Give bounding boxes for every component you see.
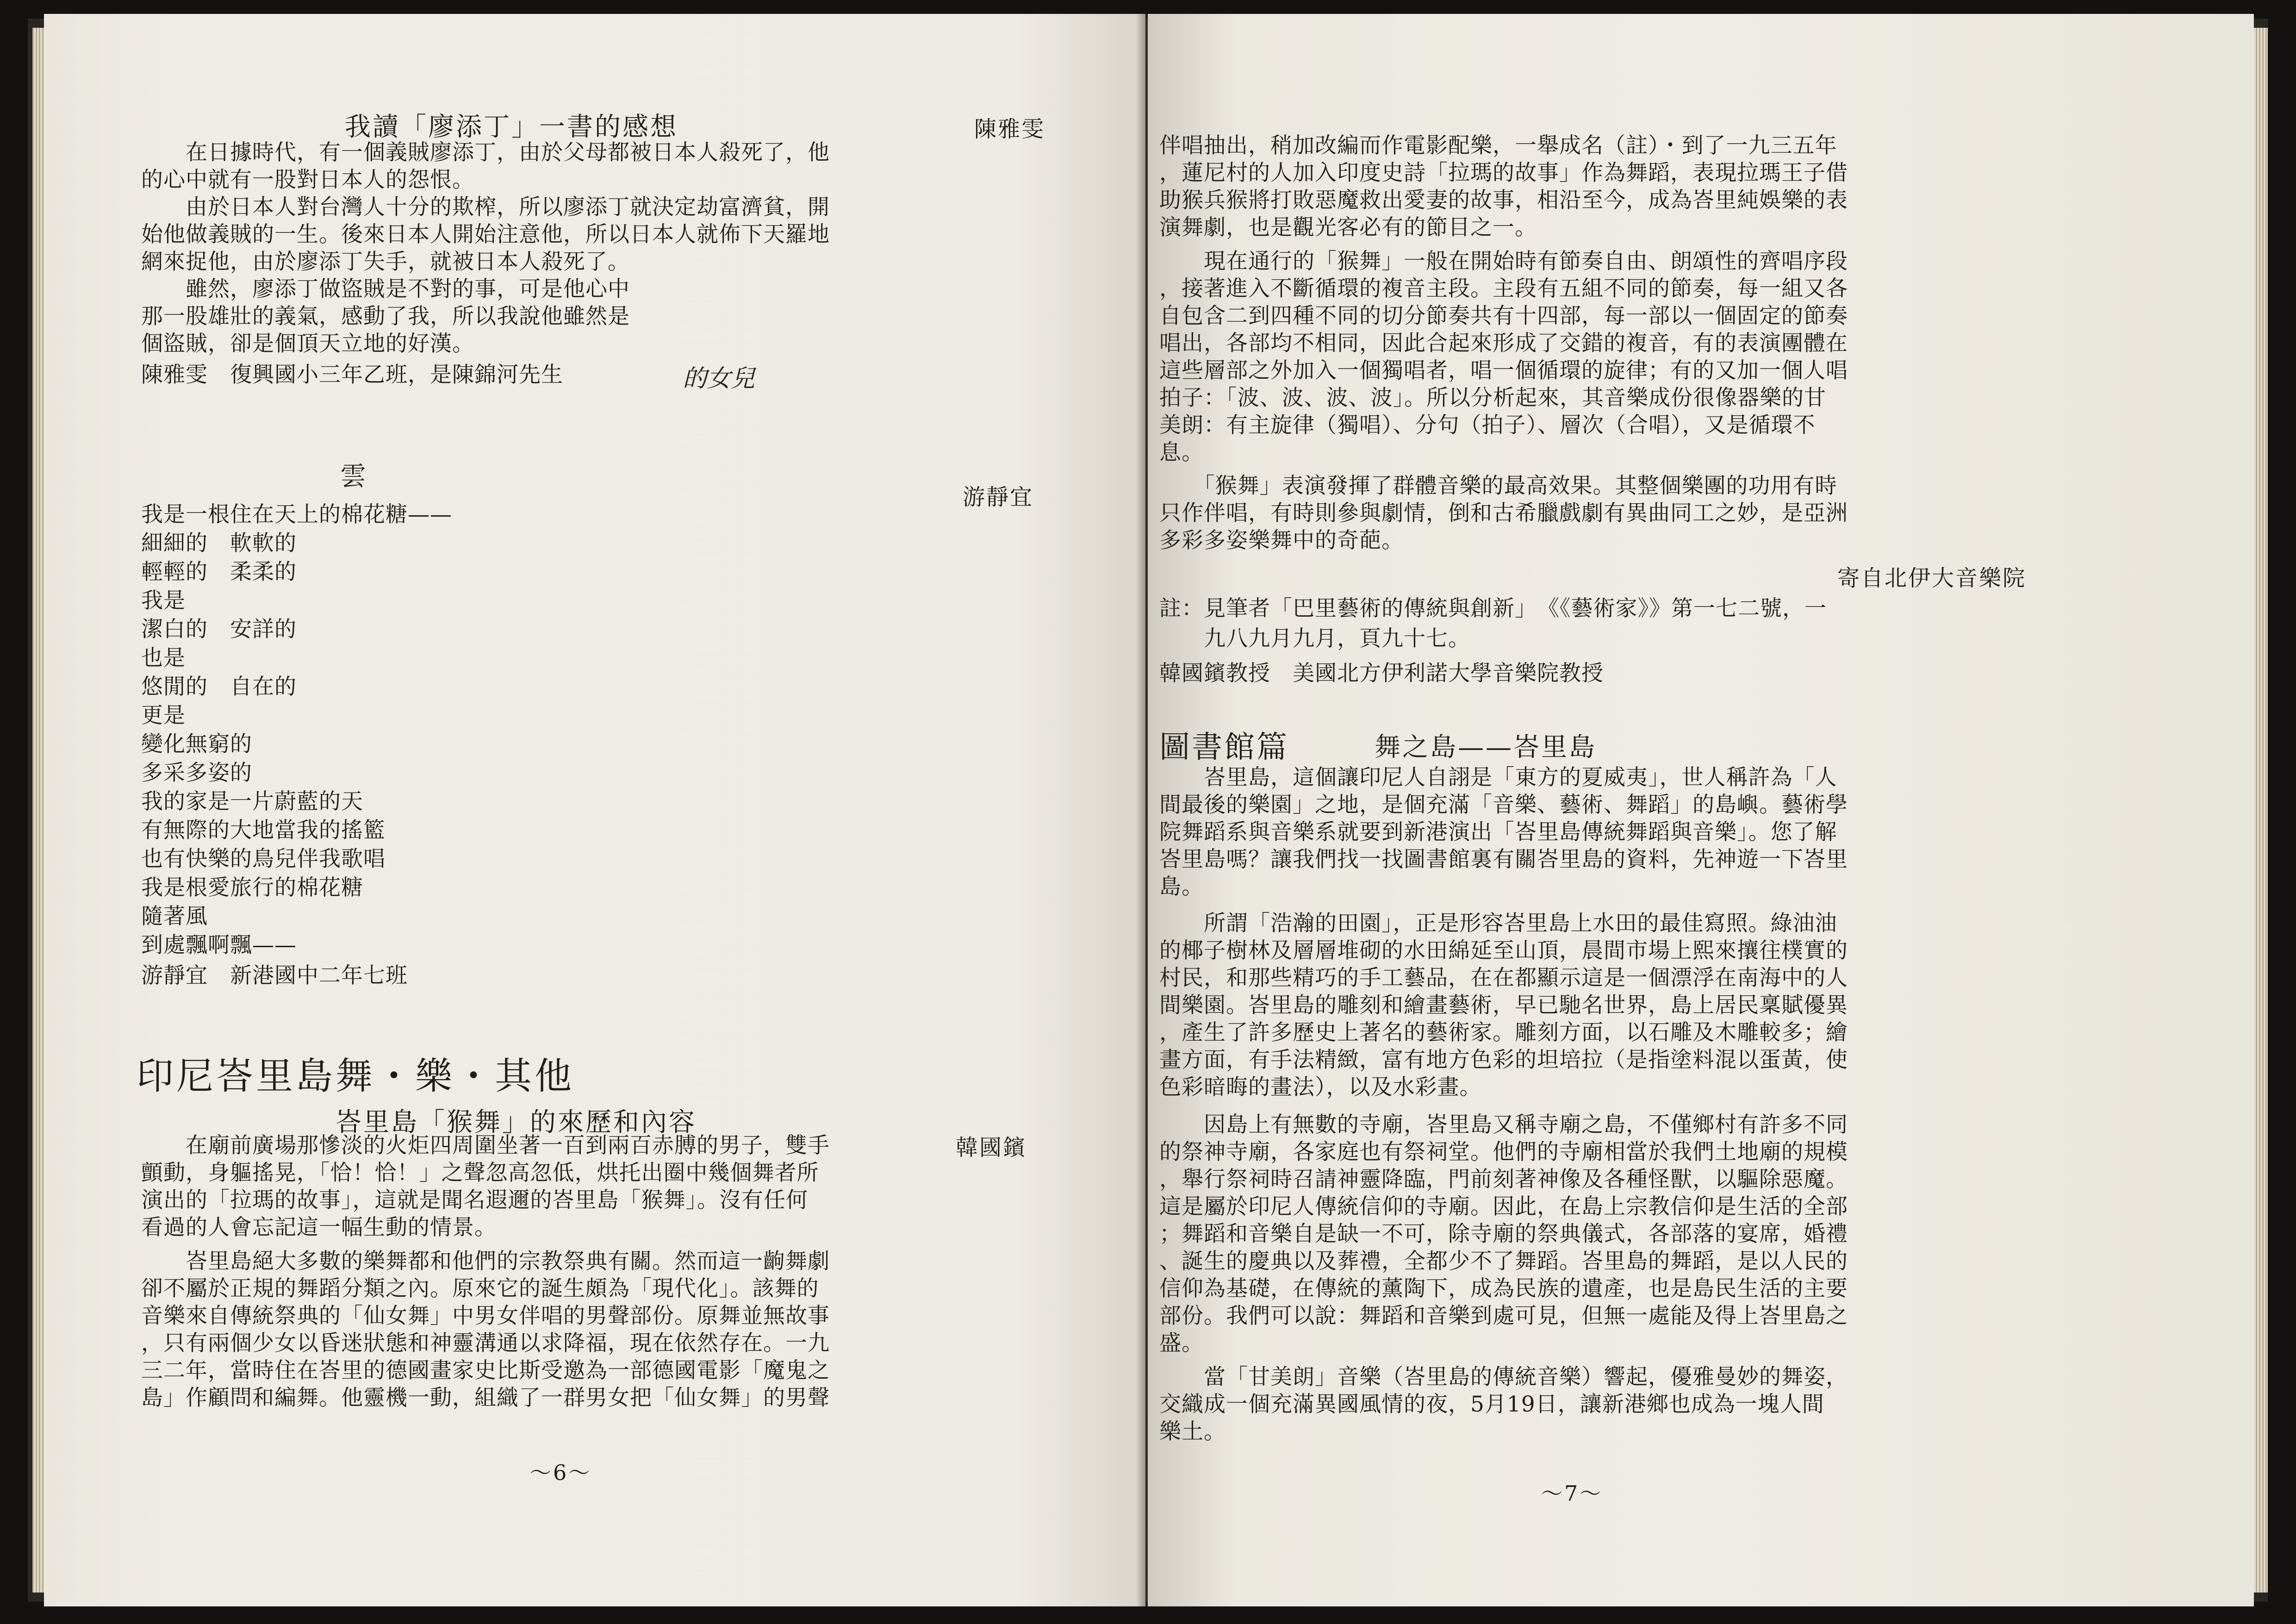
library-line: 、誕生的慶典以及葬禮，全都少不了舞蹈。峇里島的舞蹈，是以人民的 [1159,1249,1848,1274]
article-line: 卻不屬於正規的舞蹈分類之內。原來它的誕生頗為「現代化」。該舞的 [141,1276,819,1301]
poem-byline: 游靜宜 新港國中二年七班 [141,963,408,988]
article-line: ，只有兩個少女以昏迷狀態和神靈溝通以求降福，現在依然存在。一九 [141,1330,830,1356]
page-number-left: ～6～ [530,1460,592,1485]
library-line: 村民，和那些精巧的手工藝品，在在都顯示這是一個漂浮在南海中的人 [1159,965,1848,991]
library-line: 部份。我們可以說：舞蹈和音樂到處可見，但無一處能及得上峇里島之 [1159,1303,1848,1329]
poem-line: 我是根愛旅行的棉花糖 [141,875,363,900]
author-credit: 韓國鑌教授 美國北方伊利諾大學音樂院教授 [1159,661,1604,686]
essay-byline: 陳雅雯 復興國小三年乙班，是陳錦河先生 [141,362,563,387]
article-subtitle: 峇里島「猴舞」的來歷和內容 [336,1107,697,1137]
article-cont-line: 「猴舞」表演發揮了群體音樂的最高效果。其整個樂團的功用有時 [1159,473,1837,499]
poem-line: 隨著風 [141,904,208,929]
poem-line: 輕輕的 柔柔的 [141,559,297,585]
article-cont-line: 只作伴唱，有時則參與劇情，倒和古希臘戲劇有異曲同工之妙，是亞洲 [1159,500,1848,526]
library-line: 交織成一個充滿異國風情的夜，5月19日，讓新港鄉也成為一塊人間 [1159,1392,1824,1417]
library-line: ，產生了許多歷史上著名的藝術家。雕刻方面，以石雕及木雕較多；繪 [1159,1020,1848,1045]
poem-author: 游靜宜 [963,484,1034,510]
right-page [1148,14,2254,1606]
library-line: 所謂「浩瀚的田園」，正是形容峇里島上水田的最佳寫照。綠油油 [1159,911,1837,936]
footnote: 註：見筆者「巴里藝術的傳統與創新」 《《藝術家》》第一七二號，一 [1159,596,1827,621]
article-cont-line: 多彩多姿樂舞中的奇葩。 [1159,528,1404,553]
section-title: 舞之島——峇里島 [1375,732,1597,762]
left-page [44,14,1145,1606]
poem-line: 我是一根住在天上的棉花糖—— [141,502,452,527]
article-cont-line: 息。 [1159,440,1204,465]
library-line: 間最後的樂園」之地，是個充滿「音樂、藝術、舞蹈」的島嶼。藝術學 [1159,792,1848,818]
library-line: 信仰為基礎，在傳統的薰陶下，成為民族的遺產，也是島民生活的主要 [1159,1276,1848,1301]
essay-line: 在日據時代，有一個義賊廖添丁，由於父母都被日本人殺死了，他 [141,140,830,165]
article-sent-from: 寄自北伊大音樂院 [1837,565,2027,591]
library-line: 島。 [1159,874,1204,899]
article-cont-line: 這些層部之外加入一個獨唱者，唱一個循環的旋律；有的又加一個人唱 [1159,358,1848,383]
library-line: 這是屬於印尼人傳統信仰的寺廟。因此，在島上宗教信仰是生活的全部 [1159,1194,1848,1219]
essay-line: 網來捉他，由於廖添丁失手，就被日本人殺死了。 [141,249,630,275]
library-line: 畫方面，有手法精緻，富有地方色彩的坦培拉（是指塗料混以蛋黃，使 [1159,1047,1848,1073]
article-line: 三二年，當時住在峇里的德國畫家史比斯受邀為一部德國電影「魔鬼之 [141,1358,830,1383]
library-line: 峇里島嗎？讓我們找一找圖書館裏有關峇里島的資料，先神遊一下峇里 [1159,847,1848,872]
poem-line: 多采多姿的 [141,760,252,786]
article-author: 韓國鑌 [956,1135,1027,1161]
footnote: 九八九月九月，頁九十七。 [1159,626,1470,651]
poem-line: 我是 [141,588,186,613]
essay-author: 陳雅雯 [974,116,1045,142]
article-cont-line: 自包含二到四種不同的切分節奏共有十四部，每一部以一個固定的節奏 [1159,303,1848,329]
section-label: 圖書館篇 [1159,729,1289,765]
handwritten-note: 的女兒 [683,365,755,393]
article-cont-line: 伴唱抽出，稍加改編而作電影配樂，一舉成名（註）・到了一九三五年 [1159,133,1837,158]
poem-line: 細細的 軟軟的 [141,531,297,556]
article-cont-line: ，接著進入不斷循環的複音主段。主段有五組不同的節奏，每一組又各 [1159,276,1848,301]
essay-line: 那一股雄壯的義氣，感動了我，所以我說他雖然是 [141,304,630,329]
library-line: ；舞蹈和音樂自是缺一不可，除寺廟的祭典儀式，各部落的宴席，婚禮 [1159,1221,1848,1247]
poem-line: 潔白的 安詳的 [141,617,297,642]
library-line: 峇里島，這個讓印尼人自詡是「東方的夏威夷」，世人稱許為「人 [1159,765,1837,790]
library-line: 的椰子樹林及層層堆砌的水田綿延至山頂，晨間市場上熙來攘往樸實的 [1159,938,1848,963]
essay-line: 個盜賊，卻是個頂天立地的好漢。 [141,331,474,356]
article-cont-line: 美朗：有主旋律（獨唱）、分句（拍子）、層次（合唱），又是循環不 [1159,412,1816,438]
article-line: 看過的人會忘記這一幅生動的情景。 [141,1215,497,1240]
essay-line: 的心中就有一股對日本人的怨恨。 [141,167,474,193]
library-line: 盛。 [1159,1330,1204,1356]
poem-title: 雲 [340,462,368,492]
article-line: 顫動，身軀搖晃，「恰！恰！」之聲忽高忽低，烘托出圈中幾個舞者所 [141,1160,819,1186]
poem-line: 也有快樂的鳥兒伴我歌唱 [141,846,386,872]
poem-line: 更是 [141,703,186,728]
article-cont-line: 唱出，各部均不相同，因此合起來形成了交錯的複音，有的表演團體在 [1159,331,1848,356]
poem-line: 我的家是一片蔚藍的天 [141,789,363,814]
article-cont-line: 助猴兵猴將打敗惡魔救出愛妻的故事，相沿至今，成為峇里純娛樂的表 [1159,187,1848,213]
poem-line: 也是 [141,645,186,671]
library-line: ，舉行祭祠時召請神靈降臨，門前刻著神像及各種怪獸，以驅除惡魔。 [1159,1167,1848,1192]
essay-line: 雖然，廖添丁做盜賊是不對的事，可是他心中 [141,276,630,302]
article-cont-line: ，蓮尼村的人加入印度史詩「拉瑪的故事」作為舞蹈，表現拉瑪王子借 [1159,160,1848,186]
article-main-title: 印尼峇里島舞・樂・其他 [137,1055,574,1098]
essay-title: 我讀「廖添丁」一書的感想 [345,112,678,142]
page-number-right: ～7～ [1541,1481,1603,1506]
article-line: 島」作顧問和編舞。他靈機一動，組織了一群男女把「仙女舞」的男聲 [141,1385,830,1411]
library-line: 的祭神寺廟，各家庭也有祭祠堂。他們的寺廟相當於我們土地廟的規模 [1159,1139,1848,1165]
article-cont-line: 演舞劇，也是觀光客必有的節目之一。 [1159,215,1537,240]
library-line: 院舞蹈系與音樂系就要到新港演出「峇里島傳統舞蹈與音樂」。您了解 [1159,819,1837,845]
library-line: 樂土。 [1159,1419,1226,1444]
article-line: 演出的「拉瑪的故事」，這就是聞名遐邇的峇里島「猴舞」。沒有任何 [141,1187,808,1213]
article-line: 音樂來自傳統祭典的「仙女舞」中男女伴唱的男聲部份。原舞並無故事 [141,1303,830,1329]
essay-line: 由於日本人對台灣人十分的欺榨，所以廖添丁就決定劫富濟貧，開 [141,194,830,220]
library-line: 當「甘美朗」音樂（峇里島的傳統音樂）響起，優雅曼妙的舞姿， [1159,1364,1848,1390]
library-line: 因島上有無數的寺廟，峇里島又稱寺廟之島，不僅鄉村有許多不同 [1159,1112,1848,1137]
article-line: 峇里島絕大多數的樂舞都和他們的宗教祭典有關。然而這一齣舞劇 [141,1249,830,1274]
poem-line: 到處飄啊飄—— [141,932,297,958]
essay-line: 始他做義賊的一生。後來日本人開始注意他，所以日本人就佈下天羅地 [141,222,830,247]
article-cont-line: 現在通行的「猴舞」一般在開始時有節奏自由、朗頌性的齊唱序段 [1159,249,1848,274]
article-line: 在廟前廣場那慘淡的火炬四周圍坐著一百到兩百赤膊的男子，雙手 [141,1133,830,1158]
poem-line: 有無際的大地當我的搖籃 [141,818,386,843]
article-cont-line: 拍子：「波、波、波、波」。所以分析起來，其音樂成份很像器樂的甘 [1159,385,1826,411]
poem-line: 變化無窮的 [141,731,252,757]
poem-line: 悠閒的 自在的 [141,674,297,700]
library-line: 間樂園。峇里島的雕刻和繪畫藝術，早已馳名世界，島上居民稟賦優異 [1159,993,1848,1018]
library-line: 色彩暗晦的畫法），以及水彩畫。 [1159,1074,1482,1100]
